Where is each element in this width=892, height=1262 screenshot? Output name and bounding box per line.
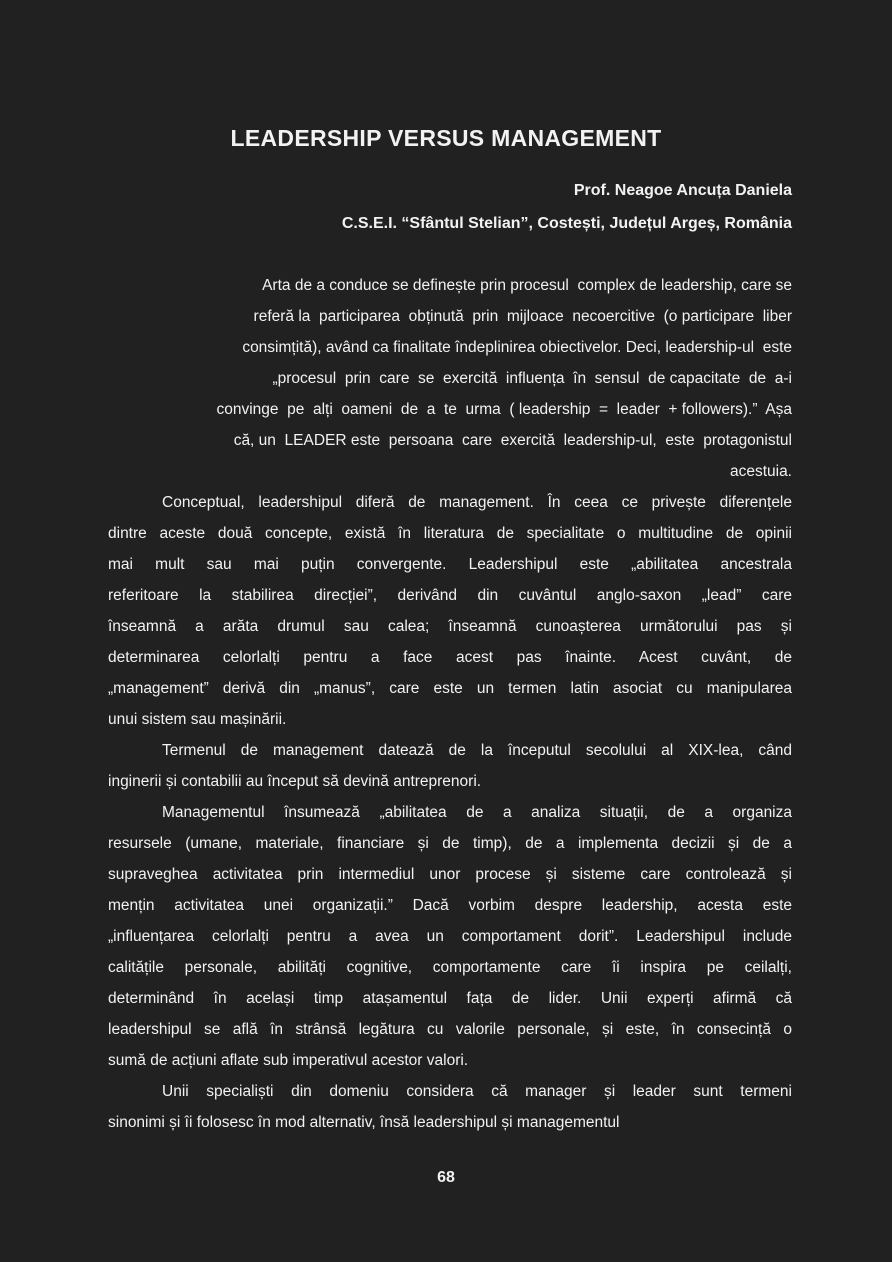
text-line: mențin activitatea unei organizații.” Dacă vorbim despre leadership, acesta este [108,897,792,914]
text-line: „influențarea celorlalți pentru a avea un comportament dorit”. Leadershipul include [108,928,792,945]
paragraph [108,487,792,735]
author: Prof. Neagoe Ancuța Daniela [573,182,792,199]
text-line: acestuia. [729,463,792,480]
text-line: supraveghea activitatea prin intermediul unor procese și sisteme care controlează și [108,866,792,883]
text-line: referitoare la stabilirea direcției”, derivând din cuvântul anglo-saxon „lead” care [108,587,792,604]
text-line: calitățile personale, abilități cognitive, comportamente care îi inspira pe ceilalți, [108,959,792,976]
page-title: LEADERSHIP VERSUS MANAGEMENT [230,125,662,152]
text-line: consimțită), având ca finalitate îndeplinirea obiectivelor. Deci, leadership-ul este [242,339,792,356]
paragraph [108,735,792,797]
text-line: dintre aceste două concepte, există în literatura de specialitate o multitudine de opinii [108,525,792,542]
text-line: Managementul însumează „abilitatea de a analiza situații, de a organiza [162,804,792,821]
page-number: 68 [437,1169,455,1186]
text-line: „management” derivă din „manus”, care este un termen latin asociat cu manipularea [108,680,792,697]
text-line: Conceptual, leadershipul diferă de management. În ceea ce privește diferențele [162,494,792,511]
paragraph [108,797,792,1076]
text-line: leadershipul se află în strânsă legătura cu valorile personale, și este, în consecință o [108,1021,792,1038]
text-line: Termenul de management datează de la începutul secolului al XIX-lea, când [162,742,792,759]
text-line: referă la participarea obținută prin mijloace necoercitive (o participare liber [253,308,792,325]
text-line: Arta de a conduce se definește prin procesul complex de leadership, care se [262,277,792,294]
text-line: că, un LEADER este persoana care exercită leadership-ul, este protagonistul [233,432,792,449]
text-line: „procesul prin care se exercită influența în sensul de capacitate de a-i [272,370,792,387]
text-line: sinonimi și îi folosesc în mod alternativ, însă leadershipul și managementul [108,1114,620,1131]
text-line: determinând în același timp atașamentul fața de lider. Unii experți afirmă că [108,990,792,1007]
article-body [108,270,792,1138]
text-line: determinarea celorlalți pentru a face acest pas înainte. Acest cuvânt, de [108,649,792,666]
text-line: Unii specialiști din domeniu considera că manager și leader sunt termeni [162,1083,792,1100]
affiliation: C.S.E.I. “Sfântul Stelian”, Costești, Județul Argeș, România [341,215,792,232]
text-line: înseamnă a arăta drumul sau calea; înseamnă cunoașterea următorului pas și [108,618,792,635]
text-line: unui sistem sau mașinării. [108,711,287,728]
text-line: resursele (umane, materiale, financiare și de timp), de a implementa decizii și de a [108,835,792,852]
text-line: inginerii și contabilii au început să devină antreprenori. [108,773,482,790]
text-line: sumă de acțiuni aflate sub imperativul acestor valori. [108,1052,469,1069]
text-line: convinge pe alți oameni de a te urma ( leadership = leader + followers).” Așa [216,401,792,418]
paragraph [108,1076,792,1138]
paragraph [108,270,792,487]
text-line: mai mult sau mai puțin convergente. Leadershipul este „abilitatea ancestrala [108,556,792,573]
byline [108,174,792,240]
